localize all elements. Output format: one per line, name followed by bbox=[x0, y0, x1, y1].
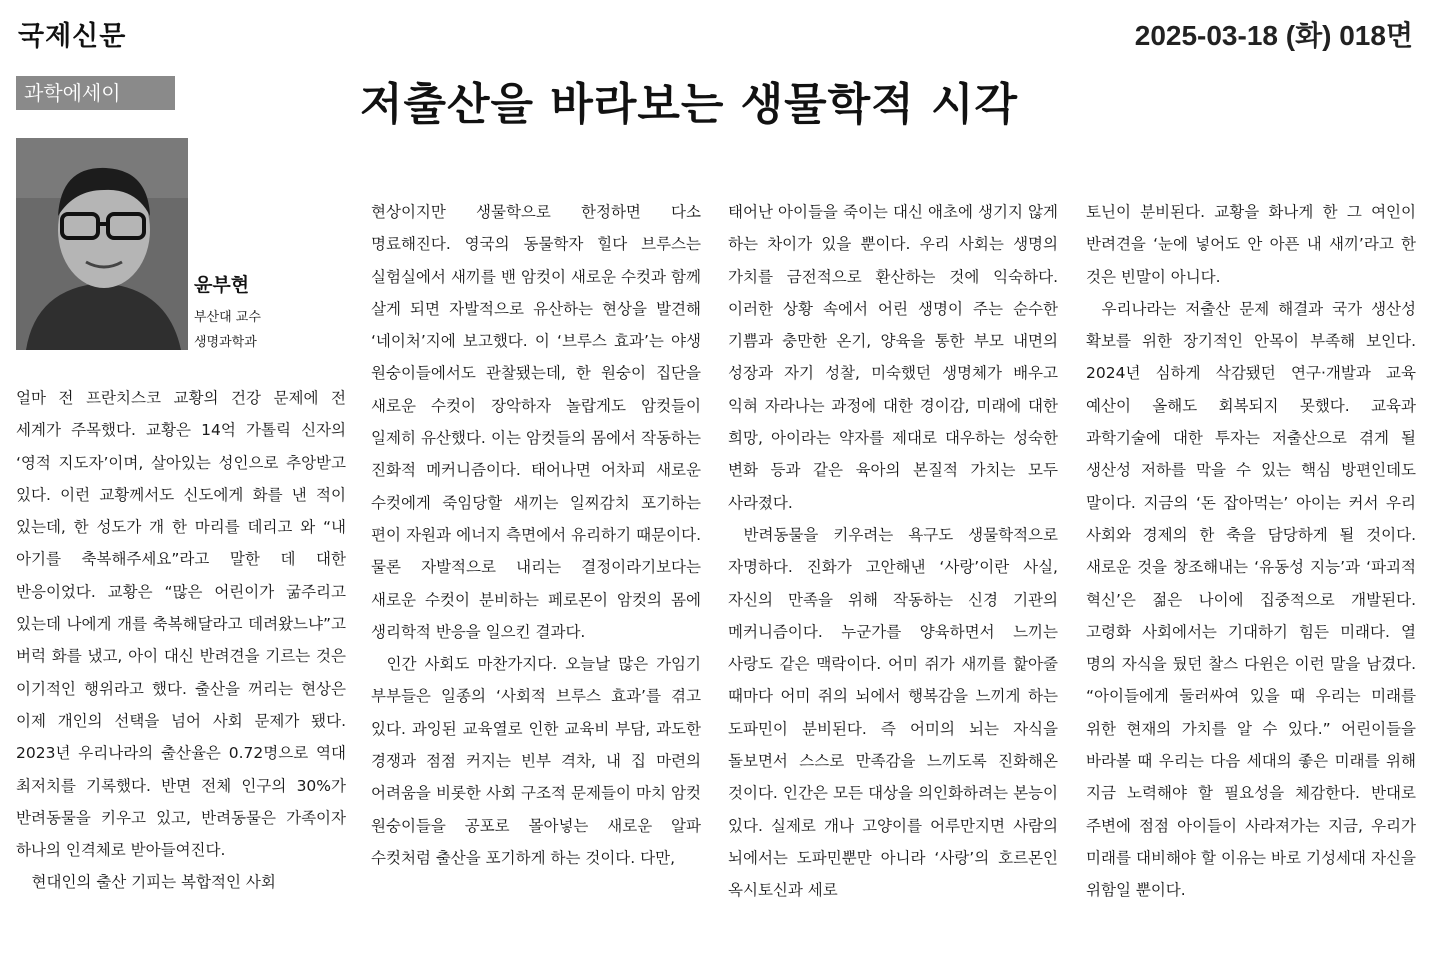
paragraph: 토닌이 분비된다. 교황을 화나게 한 그 여인이 반려견을 ‘눈에 넣어도 안 아픈 내 새끼’라고 한 것은 빈말이 아니다. bbox=[1086, 203, 1416, 286]
author-portrait-icon bbox=[16, 138, 188, 350]
paragraph: 얼마 전 프란치스코 교황의 건강 문제에 전 세계가 주목했다. 교황은 14억 가톨릭 신자의 ‘영적 지도자’이며, 살아있는 성인으로 추앙받고 있다. 이런 교황께서도 신도에게 화를 낸 적이 있는데, 한 성도가 개 한 마리를 데리고 와 “내 아기를 축복해주세요”라고 말한 데 대한 반응이었다. 교황은 “많은 어린이가 굶주리고 있는데 나에게 개를 축복해달라고 데려왔느냐”고 버럭 화를 냈고, 아이 대신 반려견을 기르는 것은 이기적인 행위라고 했다. 출산을 꺼리는 현상은 이제 개인의 선택을 넘어 사회 문제가 됐다. 2023년 우리나라의 출산율은 0.72명으로 역대 최저치를 기록했다. 반면 전체 인구의 30%가 반려동물을 키우고 있고, 반려동물은 가족이자 하나의 인격체로 받아들여진다. bbox=[16, 389, 346, 860]
author-affiliation-1: 부산대 교수 bbox=[194, 310, 261, 325]
paragraph: 반려동물을 키우려는 욕구도 생물학적으로 자명하다. 진화가 고안해낸 ‘사랑’이란 사실, 자신의 만족을 위해 작동하는 신경 기관의 메커니즘이다. 누군가를 양육하면서 느끼는 사랑도 같은 맥락이다. 어미 쥐가 새끼를 핥아줄 때마다 어미 쥐의 뇌에서 행복감을 느끼게 하는 도파민이 분비된다. 즉 어미의 뇌는 자식을 돌보면서 스스로 만족감을 느끼도록 진화해온 것이다. 인간은 모든 대상을 의인화하려는 본능이 있다. 실제로 개나 고양이를 어루만지면 사람의 뇌에서는 도파민뿐만 아니라 ‘사랑’의 호르몬인 옥시토신과 세로 bbox=[728, 525, 1058, 900]
publication-date: 2025-03-18 (화) 018면 bbox=[1134, 20, 1413, 51]
paragraph: 태어난 아이들을 죽이는 대신 애초에 생기지 않게 하는 차이가 있을 뿐이다. 우리 사회는 생명의 가치를 금전적으로 환산하는 것에 익숙하다. 이러한 상황 속에서 어린 생명이 주는 순수한 기쁨과 충만한 온기, 양육을 통한 부모 내면의 성장과 자기 성찰, 미숙했던 생명체가 배우고 익혀 자라나는 과정에 대한 경이감, 미래에 대한 희망, 아이라는 약자를 제대로 대우하는 성숙한 변화 등과 같은 육아의 본질적 가치는 모두 사라졌다. bbox=[728, 203, 1058, 512]
author-affiliation-2: 생명과학과 bbox=[194, 335, 257, 350]
paragraph: 우리나라는 저출산 문제 해결과 국가 생산성 확보를 위한 장기적인 안목이 부족해 보인다. 2024년 심하게 삭감됐던 연구·개발과 교육 예산이 올해도 회복되지 못했다. 교육과 과학기술에 대한 투자는 저출산으로 겪게 될 생산성 저하를 막을 수 있는 핵심 방편인데도 말이다. 지금의 ‘돈 잡아먹는’ 아이는 커서 우리 사회와 경제의 한 축을 담당하게 될 것이다. 새로운 것을 창조해내는 ‘유동성 지능’과 ‘파괴적 혁신’은 젊은 나이에 집중적으로 개발된다. 고령화 사회에서는 기대하기 힘든 미래다. 열 명의 자식을 뒀던 찰스 다윈은 이런 말을 남겼다. “아이들에게 둘러싸여 있을 때 우리는 미래를 위한 현재의 가치를 알 수 있다.” 어린이들을 바라볼 때 우리는 다음 세대의 좋은 미래를 위해 지금 노력해야 할 필요성을 체감한다. 반대로 주변에 점점 아이들이 사라져가는 지금, 우리가 미래를 대비해야 할 이유는 바로 기성세대 자신을 위함일 뿐이다. bbox=[1086, 299, 1416, 900]
author-photo bbox=[16, 138, 188, 350]
author-byline bbox=[194, 270, 261, 355]
article-column-2 bbox=[371, 196, 701, 874]
article-headline: 저출산을 바라보는 생물학적 시각 bbox=[360, 79, 1019, 130]
article-column-1 bbox=[16, 382, 346, 899]
article-column-3 bbox=[728, 196, 1058, 907]
paragraph: 인간 사회도 마찬가지다. 오늘날 많은 가임기 부부들은 일종의 ‘사회적 브루스 효과’를 겪고 있다. 과잉된 교육열로 인한 교육비 부담, 과도한 경쟁과 점점 커지는 빈부 격차, 내 집 마련의 어려움을 비롯한 사회 구조적 문제들이 마치 암컷 원숭이들을 공포로 몰아넣는 새로운 알파 수컷처럼 출산을 포기하게 하는 것이다. 다만, bbox=[371, 655, 701, 867]
section-label: 과학에세이 bbox=[16, 76, 175, 110]
paragraph: 현대인의 출산 기피는 복합적인 사회 bbox=[31, 873, 276, 892]
paragraph: 현상이지만 생물학으로 한정하면 다소 명료해진다. 영국의 동물학자 힐다 브루스는 실험실에서 새끼를 밴 암컷이 새로운 수컷과 함께 살게 되면 자발적으로 유산하는 현상을 발견해 ‘네이처’지에 보고했다. 이 ‘브루스 효과’는 야생 원숭이들에서도 관찰됐는데, 한 원숭이 집단을 새로운 수컷이 장악하자 놀랍게도 암컷들이 일제히 유산했다. 이는 암컷들의 몸에서 작동하는 진화적 메커니즘이다. 태어나면 어차피 새로운 수컷에게 죽임당할 새끼는 일찌감치 포기하는 편이 자원과 에너지 측면에서 유리하기 때문이다. 물론 자발적으로 내리는 결정이라기보다는 새로운 수컷이 분비하는 페로몬이 암컷의 몸에 생리학적 반응을 일으킨 결과다. bbox=[371, 203, 701, 641]
newspaper-masthead: 국제신문 bbox=[18, 21, 127, 52]
author-name: 윤부현 bbox=[194, 274, 250, 296]
article-column-4 bbox=[1086, 196, 1416, 907]
